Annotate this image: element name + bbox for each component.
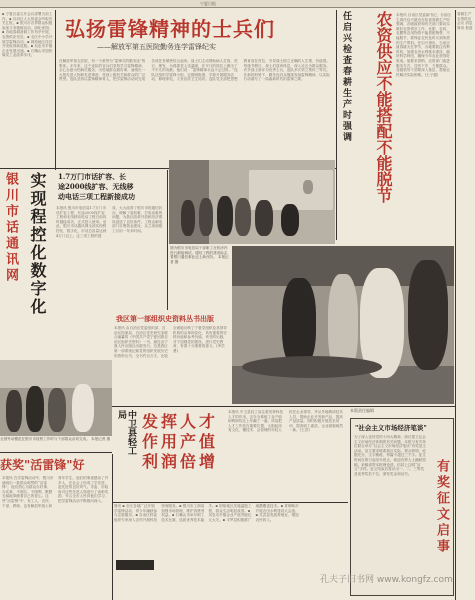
telecom-article (54, 170, 166, 310)
lead-article (57, 9, 335, 169)
page-header-text: 宁夏日报 (200, 1, 216, 6)
bottom-middle-tag (116, 560, 154, 570)
lower-left-body: 本报讯 在学雷锋活动中，银川市涌现出一批群众称赞的“活雷锋”。他们热心为群众办好事、办实事，不图名、不图利，默默无闻地奉献着自己的爱心。这些“活雷锋”中，有工人、农民、干部、教师，也有解放军战士和青年学生。他们的事迹感动了许多人，在社会上形成了学先进、赶先进的良好风气。市委、市政府对这些先进人物进行了表彰奖励，号召全市人民向他们学习，把学雷锋活动不断推向深入。 (2, 476, 109, 508)
zhongwei-kicker: 中卫县轻工局 (116, 410, 136, 455)
essay-box-title: "社会主义市场经济笔谈" (355, 424, 427, 432)
telecom-body: 本报讯 银川市电信局1.7万门市话扩容工程、长途2000线扩容工程和无线移动电话工程日前同时割接成功，正式投入使用。至此，银川市话通讯网全部实现程控化、数字化，市话总容量达到4万门以上。这三项工程的建成，大大改善了银川市的通信状况，缓解了装机难、打电话难的问题，为我区改革开放和经济建设创造了良好条件。工程由邮电部门自筹资金建设，从立项到竣工仅用一年多时间。 (56, 206, 163, 238)
lead-article-body: 在解放军第五医院，有一个被誉为“雷锋式的勤务连”的集体。多年来，这个连队的官兵们坚持学习雷锋精神，全心全意为伤病员服务，为驻地群众做好事，涌现出一大批先进人物和先进事迹，受到上级机关和群众的广泛赞誉。连队坚持以雷锋精神育人，把学雷锋活动同完成各项任务紧密结合起来。战士们主动帮助病人打饭、洗衣、理发，为孤寡老人送温暖，在平凡的岗位上做出了不平凡的贡献。他们说：“雷锋精神永远不会过时。”连队还组织学雷锋小组，定期到街道、学校开展服务活动，修理家电，义务宣传卫生知识。连队党支部把思想教育放在首位，引导战士树立正确的人生观、价值观。每逢节假日，战士们放弃休息，深入社区为群众服务。许多战士被评为优秀士兵，连队多次荣立集体三等功。在新的形势下，勤务连官兵继续发扬雷锋精神，以实际行动谱写了一曲曲新时代的雷锋之歌。 (59, 59, 330, 82)
yinchuan-kicker: 银川市话通讯网 (3, 172, 18, 284)
yinchuan-article (0, 170, 52, 380)
meeting-photo (169, 160, 335, 244)
left-top-sidebar: ▪ 宁夏区委召开会议部署当前工作。▪ 自治区人大常委会听取有关汇报。▪ 银川市各界群众积极参加义务植树活动，绿化家园。▪ 各地春耕备耕工作有序开展，农资供应充足。▪ 全区中小学开展学雷锋活动。▪ 固原地区扶贫开发取得新进展。▪ 吴忠市乡镇企业发展迅速。▪ 石嘴山市加快煤炭工业改革步伐。 (2, 12, 53, 58)
lower-left-article (0, 454, 112, 600)
lower-left-title: 获奖"活雷锋"好 (0, 458, 85, 472)
essay-box (350, 418, 454, 596)
telecom-title (58, 172, 135, 202)
page-header (0, 0, 475, 8)
yinchuan-title: 实现程控化数字化 (28, 172, 47, 316)
building-photo-caption: 全国劳动模范在银川市视察工作时与干部群众亲切交谈。 本报记者 摄 (0, 437, 111, 441)
zhongwei-body: 本报讯 中卫县轻工局注重发挥科技人才的作用，去年全系统工业产值和利润均比上年翻了一番。该局把人才工作放在重要位置，大胆起用有文化、懂技术、会管理的年轻人担任企业领导，并从外地聘请技术人员，帮助企业开发新产品，提高产品质量。同时积极开展技术培训，提高职工素质，企业面貌焕然一新。(王洪) (228, 410, 343, 433)
right-middle-label-text: 本版责任编辑 (350, 408, 374, 413)
top-right-subtitle: 任启兴检查春耕生产时强调 (341, 11, 351, 143)
right-middle-label (350, 408, 454, 418)
top-right-body: 本报讯 自治区党委副书记、自治区主席任启兴最近在检查春耕生产时强调，各级政府和有关部门要切实做好农资供应工作，化肥、农药、农膜等农用物资不能搭配销售，不能脱节，要保证农民及时买到所需的生产资料。任启兴指出，当前正值春耕大忙季节，各地要抓住有利时机，加强农田水利基本建设，搞好科学种田，确保今年农业获得好收成。他要求供销、农资部门改进服务方式，送货下乡，方便群众。各级领导干部要深入基层，帮助农民解决实际困难。(王子健) (396, 13, 452, 77)
workers-photo (232, 246, 454, 404)
right-edge-strip: 春耕生产 农资供应 会议 消息 简讯 报道 (457, 12, 473, 30)
meeting-photo-caption: 图为银川市电信局干部职工在机房内进行割接调试。通信工程的建成标志着银川通信事业迈上新台阶。 本报记者 摄 (170, 246, 229, 264)
top-right-title: 农资供应不能搭配不能脱节 (374, 11, 393, 203)
telecom-title-line: 1.7万门市话扩容、长 (58, 172, 127, 181)
zhongwei-article (112, 408, 348, 502)
watermark: 孔夫子旧书网 www.kongfz.com (320, 575, 453, 585)
essay-box-badge: 有奖征文启事 (434, 459, 449, 555)
telecom-title-line: 途2000线扩容、无线移 (58, 182, 134, 191)
history-body: 本报讯 由自治区党委组织部、自治区档案局、自治区党史研究室联合编纂的《中国共产党宁夏回族自治区组织史资料》一书，最近由宁夏人民出版社出版发行。这是我区第一部系统记载党的组织发展历史的资料丛书，全书约百万字，比较全面地反映了宁夏党组织及其领导机构的沿革和变化，具有重要的史料价值和参考价值。该书的出版，对于加强党的建设，进行党史教育，有着十分重要的意义。(李学勇) (114, 326, 227, 358)
telecom-title-line: 动电话三项工程新接成功 (58, 192, 135, 201)
top-right-article (338, 9, 454, 241)
essay-box-body: 为了深入宣传党的十四大精神，探讨建立社会主义市场经济体制的有关问题，本报与有关单位联合举办“社会主义市场经济笔谈”有奖征文活动。征文要求联系我区实际，观点鲜明，论据充分，文字精练，每篇不超过三千字。征文时间自即日起至年底止。欢迎各界人士踊跃投稿。来稿请寄本报理论部，信封上注明“征文”字样。征文结束后将评出一、二、三等奖及优秀奖若干名，颁发奖金和证书。 (354, 435, 426, 476)
zhongwei-title: 发挥人才作用产值利润倍增 (142, 412, 219, 471)
bottom-middle-columns: 简讯 ▪ 全区各地广泛开展学雷锋活动，青少年踊跃参与志愿服务。▪ 自治区科委组织专家深入农村开展科技咨询服务。▪ 银川市工商局加强市场管理，维护消费者权益。▪ 石嘴山市举办职工技术比赛，选拔优秀技术能手。▪ 固原地区实施温饱工程，群众生活明显改善。▪ 吴忠市乡镇企业产值突破亿元大关。▪ 平罗县积极推广地膜覆盖技术。▪ 青铜峡市开展农田水利建设大会战。▪ 灵武县发展养殖业，增加农民收入。 (114, 504, 299, 522)
lead-article-subtitle: ——解放军第五医院勤务连学雷锋纪实 (97, 43, 216, 51)
lead-article-title: 弘扬雷锋精神的士兵们 (65, 17, 275, 41)
history-title: 我区第一部组织史资料丛书出版 (116, 314, 214, 323)
building-photo (0, 360, 112, 436)
